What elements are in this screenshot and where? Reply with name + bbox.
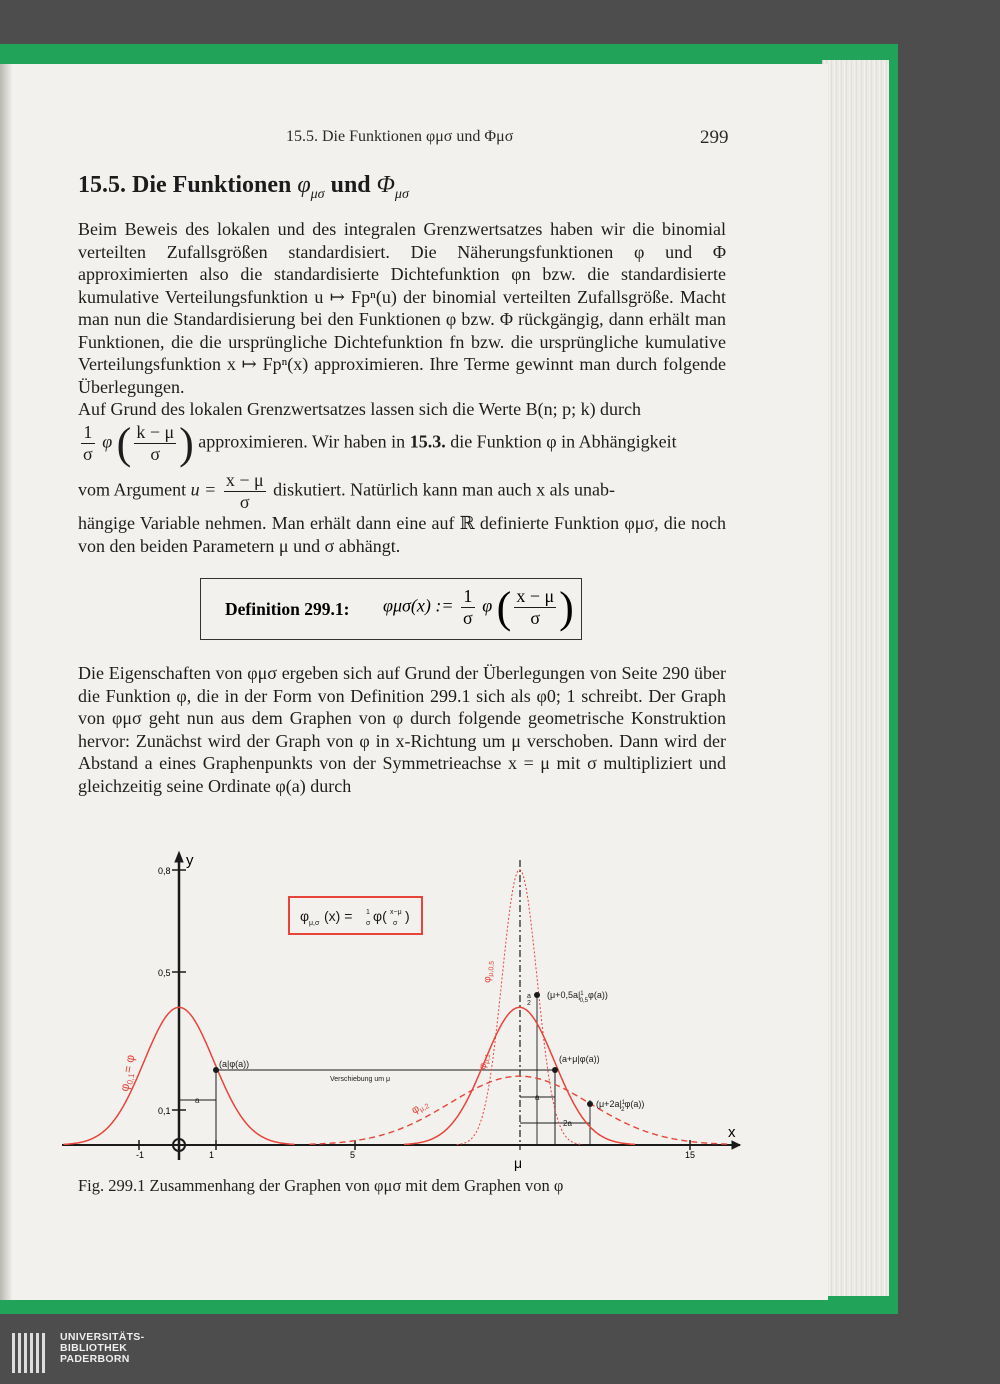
y-tick-label-05: 0,5 bbox=[158, 968, 171, 978]
label-point-2: ($\mu+2a|^1$ 2φ(a)) bbox=[596, 1099, 645, 1113]
formula-sigma: σ bbox=[366, 920, 371, 927]
label-point-05: ($\mu+0,5a|^1$ 0,5φ(a)) bbox=[547, 990, 608, 1004]
u-equals: u = bbox=[190, 479, 217, 500]
heading-and: und bbox=[330, 172, 371, 198]
frac-den: σ bbox=[530, 608, 541, 628]
section-title: Die Funktionen bbox=[132, 172, 292, 198]
formula-sub: μ,σ bbox=[309, 920, 320, 927]
x-tick-label-15: 15 bbox=[685, 1150, 696, 1160]
Phi-symbol: Φ bbox=[376, 172, 395, 198]
formula-phi: φ bbox=[300, 908, 310, 924]
y-axis-arrow bbox=[175, 852, 183, 862]
label-phi-mu-2: φμ,2 bbox=[409, 1102, 431, 1117]
phi-symbol: φ bbox=[297, 172, 311, 198]
logo-line-3: PADERBORN bbox=[60, 1353, 130, 1365]
point-2-marker bbox=[587, 1101, 593, 1107]
figure-caption: Fig. 299.1 Zusammenhang der Graphen von φμσ mit dem Graphen von φ bbox=[78, 1176, 564, 1195]
text-funktion: die Funktion φ in Abhängigkeit bbox=[450, 431, 677, 452]
y-axis-label: y bbox=[186, 852, 194, 869]
formula-phi-open: φ( bbox=[373, 908, 387, 924]
dim-a-label: a bbox=[195, 1096, 200, 1105]
label-point-mu-a: (a+μ|φ(a)) bbox=[559, 1054, 600, 1064]
section-reference: 15.3. bbox=[409, 431, 446, 452]
text-vom-argument: vom Argument bbox=[78, 479, 187, 500]
frac-den: σ bbox=[150, 444, 161, 464]
library-logo-text bbox=[60, 1332, 144, 1365]
logo-line-1: UNIVERSITÄTS- bbox=[60, 1331, 145, 1343]
paren-open: ( bbox=[116, 419, 132, 468]
x-axis-arrow bbox=[732, 1141, 740, 1149]
phi-subscript: μσ bbox=[310, 186, 325, 202]
text-approximieren: approximieren. Wir haben in bbox=[198, 431, 406, 452]
frac-num: x − μ bbox=[516, 586, 555, 606]
paren-close: ) bbox=[179, 419, 194, 468]
definition-lhs: φμσ(x) := bbox=[383, 595, 454, 616]
formula-inner-den: σ bbox=[393, 920, 398, 927]
label-point-a: (a|φ(a)) bbox=[219, 1059, 250, 1069]
text-diskutiert: diskutiert. Natürlich kann man auch x als unab- bbox=[273, 479, 616, 500]
dim-a-small-num: a bbox=[527, 993, 531, 1000]
x-tick-label-minus1: -1 bbox=[136, 1150, 145, 1160]
dim-2a-label: 2a bbox=[563, 1119, 572, 1128]
frac-num: 1 bbox=[81, 422, 95, 444]
formula-close: ) bbox=[405, 908, 410, 924]
y-tick-label-01: 0,1 bbox=[158, 1106, 171, 1116]
label-phi-mu-1: $\varphi_{\mu,1}$ bbox=[477, 1053, 493, 1071]
paragraph-1: Beim Beweis des lokalen und des integralen Grenzwertsatzes haben wir die binomial verteilten Zufallsgrößen standardisiert. Die Näherungsfunktionen φ und Φ approximierten also die standardisierte Dichtefunktion φn bzw. die standardisierte kumulative Verteilungsfunktion u ↦ Fpⁿ(u) der binomial verteilten Zufallsgröße. Macht man nun die Standardisierung bei den Funktionen φ bzw. Φ rückgängig, dann erhält man Funktionen, die die ursprüngliche Dichtefunktion fn bzw. die ursprüngliche kumulative Verteilungsfunktion x ↦ Fpⁿ(x) approximieren. Ihre Terme gewinnt man durch folgende Überlegungen. bbox=[78, 219, 726, 397]
frac-den: σ bbox=[83, 444, 93, 464]
label-phi-mu-05: $\varphi_{\mu,0,5}$ bbox=[482, 960, 496, 984]
frac-num: x − μ bbox=[225, 470, 264, 490]
frac-den: σ bbox=[463, 608, 473, 628]
library-logo-icon bbox=[12, 1333, 52, 1373]
frac-num: k − μ bbox=[136, 422, 175, 442]
point-mu-a-marker bbox=[552, 1067, 558, 1073]
dim-a2-label: a bbox=[535, 1093, 540, 1102]
paragraph-3: Die Eigenschaften von φμσ ergeben sich auf Grund der Überlegungen von Seite 290 über die Funktion φ, die in der Form von Definition 299.1 sich als φ0; 1 schreibt. Der Graph von φμσ geht nun aus dem Graphen von φ durch folgende geometrische Konstruktion hervor: Zunächst wird der Graph von φ in x-Richtung um μ verschoben. Dann wird der Abstand a eines Graphenpunkts von der Symmetrieachse x = μ mit σ multipliziert und gleichzeitig seine Ordinate φ(a) durch bbox=[78, 663, 726, 796]
definition-phi: φ bbox=[482, 595, 493, 616]
definition-label: Definition 299.1: bbox=[225, 599, 350, 619]
x-tick-label-5: 5 bbox=[350, 1150, 356, 1160]
running-head: 15.5. Die Funktionen φμσ und Φμσ bbox=[286, 128, 514, 145]
paren-open: ( bbox=[496, 583, 512, 632]
paragraph-2-line-1: Auf Grund des lokalen Grenzwertsatzes lassen sich die Werte B(n; p; k) durch bbox=[78, 399, 642, 419]
page-number: 299 bbox=[700, 127, 729, 148]
paren-close: ) bbox=[559, 583, 574, 632]
frac-den: σ bbox=[239, 492, 250, 512]
Phi-subscript: μσ bbox=[394, 186, 409, 202]
formula-inner-num: x−μ bbox=[390, 909, 402, 916]
section-number: 15.5. bbox=[78, 172, 126, 198]
y-tick-label-08: 0,8 bbox=[158, 866, 171, 876]
formula-x-eq: (x) = bbox=[324, 908, 353, 924]
point-05-marker bbox=[534, 992, 540, 998]
label-phi-0-1: $\varphi_{0,1}= \varphi$ bbox=[117, 1053, 138, 1093]
frac-num: 1 bbox=[461, 586, 475, 608]
x-axis-label: x bbox=[728, 1124, 736, 1141]
paragraph-2-rest: hängige Variable nehmen. Man erhält dann eine auf ℝ definierte Funktion φμσ, die noch von den beiden Parametern μ und σ abhängt. bbox=[78, 513, 726, 556]
phi-inline: φ bbox=[102, 431, 113, 452]
formula-one: 1 bbox=[366, 909, 370, 916]
mu-label: μ bbox=[514, 1155, 523, 1171]
dim-a-small-den: 2 bbox=[527, 1000, 531, 1007]
logo-line-2: BIBLIOTHEK bbox=[60, 1342, 128, 1354]
label-shift: Verschiebung um μ bbox=[330, 1076, 391, 1083]
x-tick-label-1: 1 bbox=[209, 1150, 215, 1160]
